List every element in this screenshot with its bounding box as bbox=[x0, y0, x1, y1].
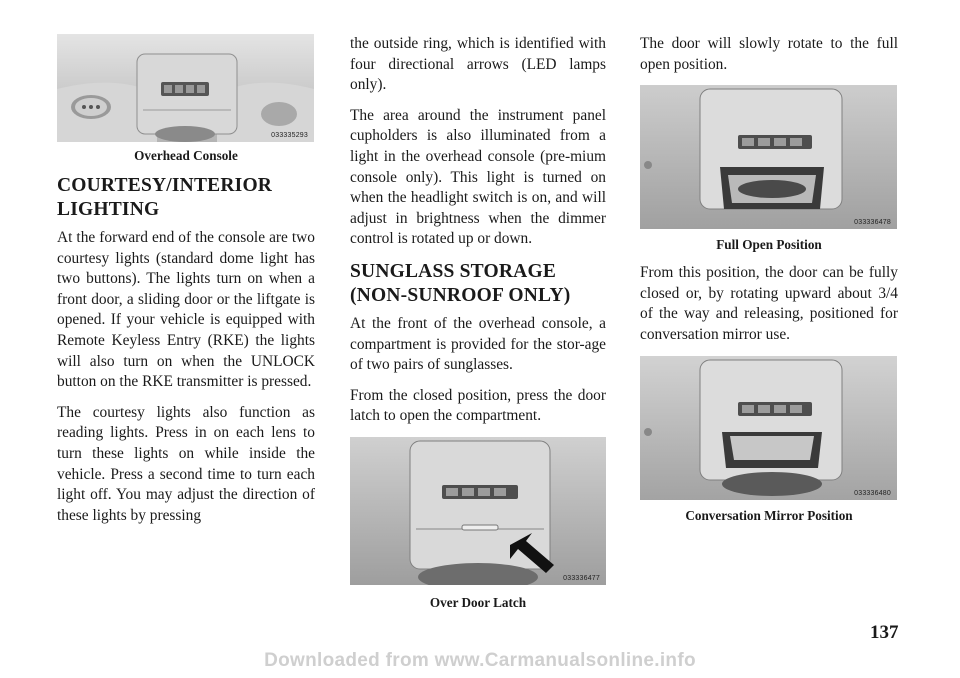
figure-code: 033336478 bbox=[854, 219, 891, 227]
section-heading: SUNGLASS STORAGE (NON-SUNROOF ONLY) bbox=[350, 260, 571, 306]
section-heading: COURTESY/INTERIOR LIGHTING bbox=[57, 175, 273, 220]
door-latch-photo bbox=[350, 437, 606, 585]
paragraph: The area around the instrument panel cupholders is also illuminated from a light in the overhead console (pre-mium console only). This light is turned on when the headlight switch is on, and will adjust in brightness when the dimmer control is rotated up or down. bbox=[350, 106, 606, 248]
watermark-footer: Downloaded from www.Carmanualsonline.info bbox=[264, 650, 696, 671]
column-3 bbox=[640, 34, 898, 534]
figure-caption: Over Door Latch bbox=[429, 594, 527, 610]
figure-code: 033336477 bbox=[563, 574, 600, 582]
overhead-console-photo bbox=[57, 34, 314, 142]
figure-caption: Overhead Console bbox=[134, 148, 238, 163]
paragraph: The courtesy lights also function as reading lights. Press in on each lens to turn these lights on while inside the vehicle. Press a second time to turn each light off. You may adjust the direction of these lights by pressing bbox=[57, 403, 315, 524]
conversation-mirror-photo bbox=[640, 356, 897, 500]
paragraph: the outside ring, which is identified with four directional arrows (LED lamps only). bbox=[350, 35, 606, 94]
column-2 bbox=[350, 34, 606, 621]
full-open-position-photo bbox=[640, 85, 897, 229]
figure-code: 033336480 bbox=[854, 489, 891, 497]
paragraph: From this position, the door can be fully closed or, by rotating upward about 3/4 of the way and releasing, positioned for conversation mirror use. bbox=[640, 264, 898, 343]
figure-caption: Conversation Mirror Position bbox=[685, 507, 853, 523]
paragraph: From the closed position, press the door latch to open the compartment. bbox=[350, 386, 606, 425]
paragraph: At the front of the overhead console, a compartment is provided for the stor-age of two pairs of sunglasses. bbox=[350, 314, 606, 374]
paragraph: At the forward end of the console are two courtesy lights (standard dome light has two buttons). The lights turn on when a front door, a sliding door or the liftgate is opened. If your vehicle is equipped with Remote Keyless Entry (RKE) the lights will also turn on when the UNLOCK button on the RKE transmitter is pressed. bbox=[57, 229, 315, 391]
figure-caption: Full Open Position bbox=[716, 237, 822, 253]
paragraph: The door will slowly rotate to the full open position. bbox=[640, 35, 898, 73]
figure-code: 033335293 bbox=[271, 132, 308, 139]
page-number: 137 bbox=[870, 622, 899, 643]
column-1 bbox=[57, 34, 315, 536]
